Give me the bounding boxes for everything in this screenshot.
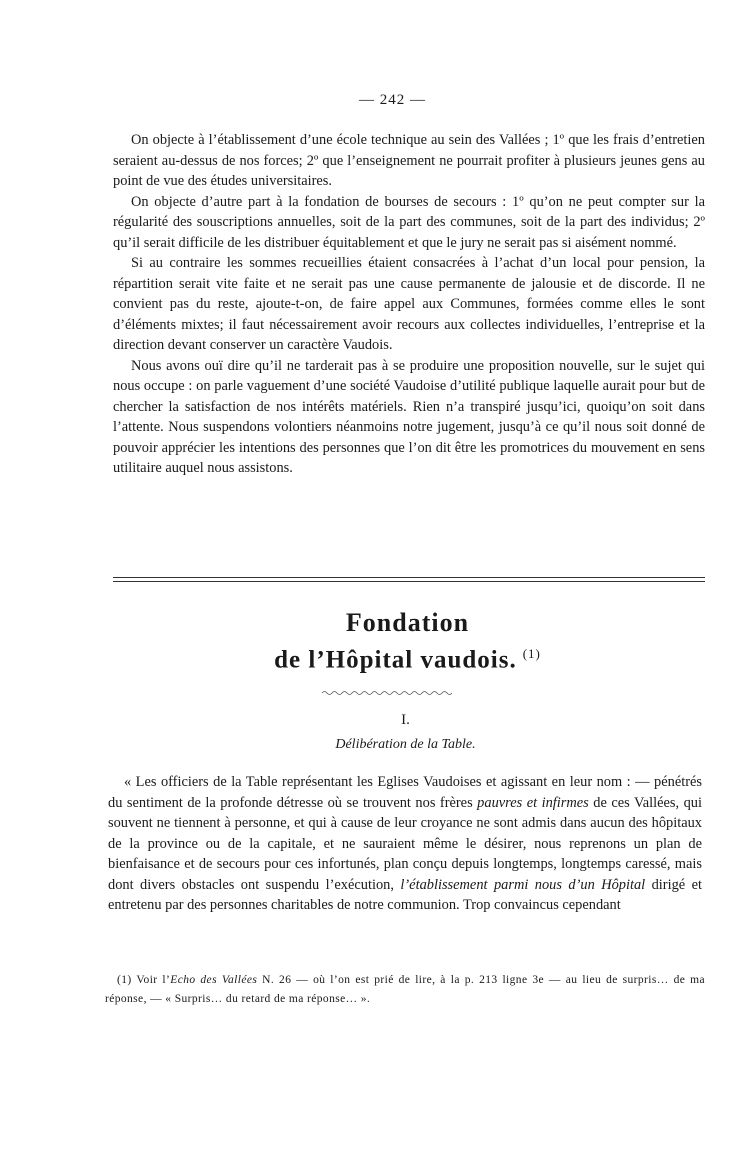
text-run: dirigé et entretenu par des personnes charitables de notre communion. Trop convaincus cependant [108, 876, 702, 913]
paragraph [108, 772, 702, 916]
italic-text: Echo des Vallées [170, 974, 258, 986]
text-run: de ces Vallées, qui souvent ne tiennent à personne, et qui à cause de leur croyance ne sont admis dans aucun des hôpitaux de la province ou de la capitale, et ne sauraient même le désirer, nous reprenons un plan de bienfaisance et de secours pour ces infortunés, plan conçu depuis longtemps, longtemps caressé, mais dont divers obstacles ont suspendu l’exécution, [108, 794, 702, 893]
section-title-line2 [0, 646, 745, 674]
footnote [105, 971, 705, 1009]
quoted-deliberation [108, 772, 702, 916]
paragraph: Nous avons ouï dire qu’il ne tarderait pas à se produire une proposition nouvelle, sur le sujet qui nous occupe : on parle vaguement d’une société Vaudoise d’utilité publique laquelle aurait pour but de chercher la satisfaction de nos intérêts matériels. Rien n’a transpiré jusqu’ici, quoiqu’on soit dans l’attente. Nous suspendons volontiers néanmoins notre jugement, jusqu’à ce qu’il nous soit donné de pouvoir apprécier les intentions des personnes que l’on dit être les promotrices du mouvement en sens utilitaire auquel nous assistons. [113, 357, 705, 476]
italic-text: l’établissement parmi nous d’un Hôpital [400, 876, 646, 893]
section-title-line1: Fondation [345, 608, 470, 637]
paragraph: On objecte d’autre part à la fondation de bourses de secours : 1º qu’on ne peut compter sur la régularité des souscriptions annuelles, soit de la part des communes, soit de la part des individus; 2º qu’il serait difficile de les distribuer équitablement et que le jury ne serait pas si aisément nommé. [113, 193, 705, 251]
text-run: N. 26 — où l’on est prié de lire, à la p. 213 ligne 3e — au lieu de surpris… de ma réponse, — « Surpris… du retard de ma réponse… ». [105, 974, 705, 1005]
section-number: I. [401, 712, 410, 728]
section-heading: Délibération de la Table. [335, 737, 476, 752]
footnote-text [105, 971, 705, 1009]
footnote-reference: (1) [522, 646, 541, 661]
ornamental-rule [322, 690, 452, 696]
text-run: « Les officiers de la Table représentant les Eglises Vaudoises et agissant en leur nom : — pénétrés du sentiment de la profonde détresse où se trouvent nos frères [108, 774, 702, 811]
paragraph: On objecte à l’établissement d’une école technique au sein des Vallées ; 1º que les frais d’entretien seraient au-dessus de nos forces; 2º que l’enseignement ne pourrait profiter à plusieurs jeunes gens au point de vue des études universitaires. [113, 132, 705, 189]
body-text [113, 130, 705, 479]
italic-text: pauvres et infirmes [477, 794, 589, 811]
text-run: (1) Voir l’ [117, 974, 171, 986]
paragraph: Si au contraire les sommes recueillies étaient consacrées à l’achat d’un local pour pension, la répartition serait vite faite et ne serait pas une cause permanente de jalousie et de discorde. Il ne convient pas du reste, ajoute-t-on, de faire appel aux Communes, formées comme elles le sont d’éléments mixtes; il faut nécessairement avoir recours aux collectes individuelles, l’entreprise et la direction devant conserver un caractère Vaudois. [113, 255, 705, 353]
divider-rule [113, 581, 705, 582]
divider-rule [113, 577, 705, 578]
page-number: — 242 — [359, 92, 426, 108]
section-title-text: de l’Hôpital vaudois. [274, 646, 517, 674]
